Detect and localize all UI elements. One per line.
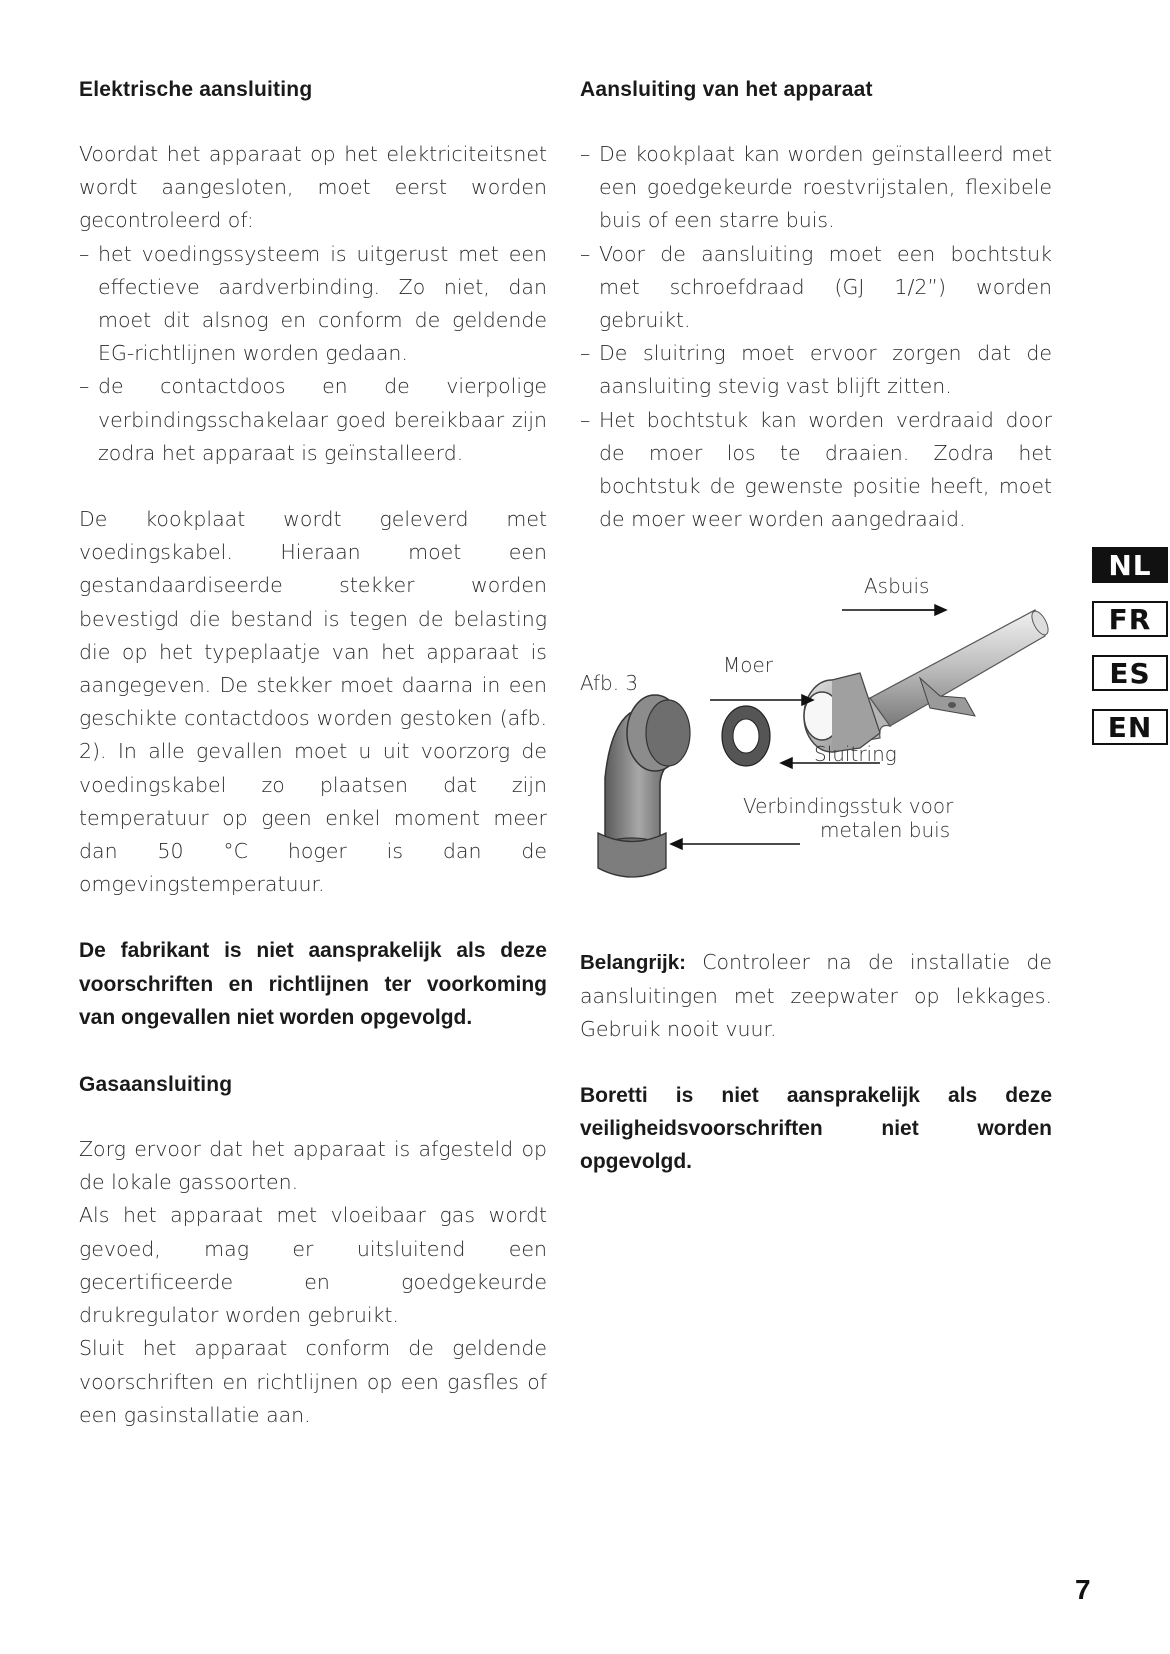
- lang-tab-es[interactable]: ES: [1092, 655, 1168, 691]
- electrical-heading: Elektrische aansluiting: [79, 78, 313, 101]
- electrical-intro: Voordat het apparaat op het elektriciteitsnet wordt aangesloten, moet eerst worden gecontroleerd of:: [79, 142, 547, 233]
- power-cable-paragraph: De kookplaat wordt geleverd met voedingskabel. Hieraan moet een gestandaardiseerde stekker worden bevestigd die bestand is tegen de belasting die op het typeplaatje van het apparaat is aangegeven. De stekker moet daarna in een geschikte contactdoos worden gestoken (afb. 2). In alle gevallen moet u uit voorzorg de voedingskabel zo plaatsen dat zijn temperatuur op geen enkel moment meer dan 50 °C hoger is dan de omgevingstemperatuur.: [79, 507, 547, 897]
- connector-label-line-1: Verbindingsstuk voor: [743, 794, 954, 819]
- list-item: – De kookplaat kan worden geïnstalleerd met een goedgekeurde roestvrijstalen, flexibele buis of een starre buis.: [580, 138, 1052, 238]
- gas-paragraph-3: Sluit het apparaat conform de geldende voorschriften en richtlijnen op een gasfles of een gasinstallatie aan.: [79, 1336, 547, 1427]
- important-note: [580, 946, 1052, 1046]
- figure-caption: Afb. 3: [580, 671, 639, 696]
- connector-label-line-2: metalen buis: [820, 818, 951, 843]
- lang-tab-nl[interactable]: NL: [1092, 547, 1168, 583]
- nut-label: Moer: [723, 653, 774, 678]
- elbow-connector-shape: [598, 695, 690, 877]
- pipe-shape: [848, 609, 1052, 743]
- electrical-checklist: [79, 238, 547, 470]
- figure-3: [580, 558, 1052, 918]
- right-column: [580, 72, 1052, 1179]
- connection-list: [580, 138, 1052, 536]
- lang-tab-en[interactable]: EN: [1092, 709, 1168, 745]
- gas-paragraph-2: Als het apparaat met vloeibaar gas wordt gevoed, mag er uitsluitend een gecertificeerde en goedgekeurde drukregulator worden gebruikt.: [79, 1203, 547, 1328]
- pipe-fitting-shape: [804, 673, 880, 752]
- gas-paragraph-1: Zorg ervoor dat het apparaat is afgesteld op de lokale gassoorten.: [79, 1137, 547, 1195]
- washer-label: Sluitring: [814, 742, 897, 767]
- washer-shape: [722, 706, 770, 766]
- list-item: – De sluitring moet ervoor zorgen dat de aansluiting stevig vast blijft zitten.: [580, 337, 1052, 403]
- page-number: 7: [1075, 1574, 1091, 1605]
- important-lead: Belangrijk:: [580, 951, 686, 975]
- lang-tab-fr[interactable]: FR: [1092, 601, 1168, 637]
- list-item: – Het bochtstuk kan worden verdraaid door de moer los te draaien. Zodra het bochtstuk de gewenste positie heeft, moet de moer weer worden aangedraaid.: [580, 404, 1052, 537]
- left-column: [79, 72, 547, 1432]
- list-item: – Voor de aansluiting moet een bochtstuk met schroefdraad (GJ 1/2”) worden gebruikt.: [580, 238, 1052, 338]
- connection-heading: Aansluiting van het apparaat: [580, 78, 873, 101]
- list-item: – het voedingssysteem is uitgerust met een effectieve aardverbinding. Zo niet, dan moet dit alsnog en conform de geldende EG-richtlijnen worden gedaan.: [79, 238, 547, 371]
- washer-arrowhead: [781, 758, 792, 768]
- gas-connection-illustration: [580, 558, 1052, 918]
- gas-heading: Gasaansluiting: [79, 1073, 233, 1097]
- pipe-arrowhead: [935, 605, 946, 615]
- boretti-disclaimer: Boretti is niet aansprakelijk als deze veiligheidsvoorschriften niet worden opgevolgd.: [580, 1084, 1052, 1174]
- important-text: Controleer na de installatie de aansluitingen met zeepwater op lekkages. Gebruik nooit vuur.: [580, 950, 1052, 1041]
- list-item: – de contactdoos en de vierpolige verbindingsschakelaar goed bereikbaar zijn zodra het apparaat is geïnstalleerd.: [79, 370, 547, 470]
- connector-arrowhead: [671, 839, 682, 849]
- pipe-label: Asbuis: [864, 574, 930, 599]
- manufacturer-warning: De fabrikant is niet aansprakelijk als deze voorschriften en richtlijnen ter voorkoming van ongevallen niet worden opgevolgd.: [79, 939, 547, 1029]
